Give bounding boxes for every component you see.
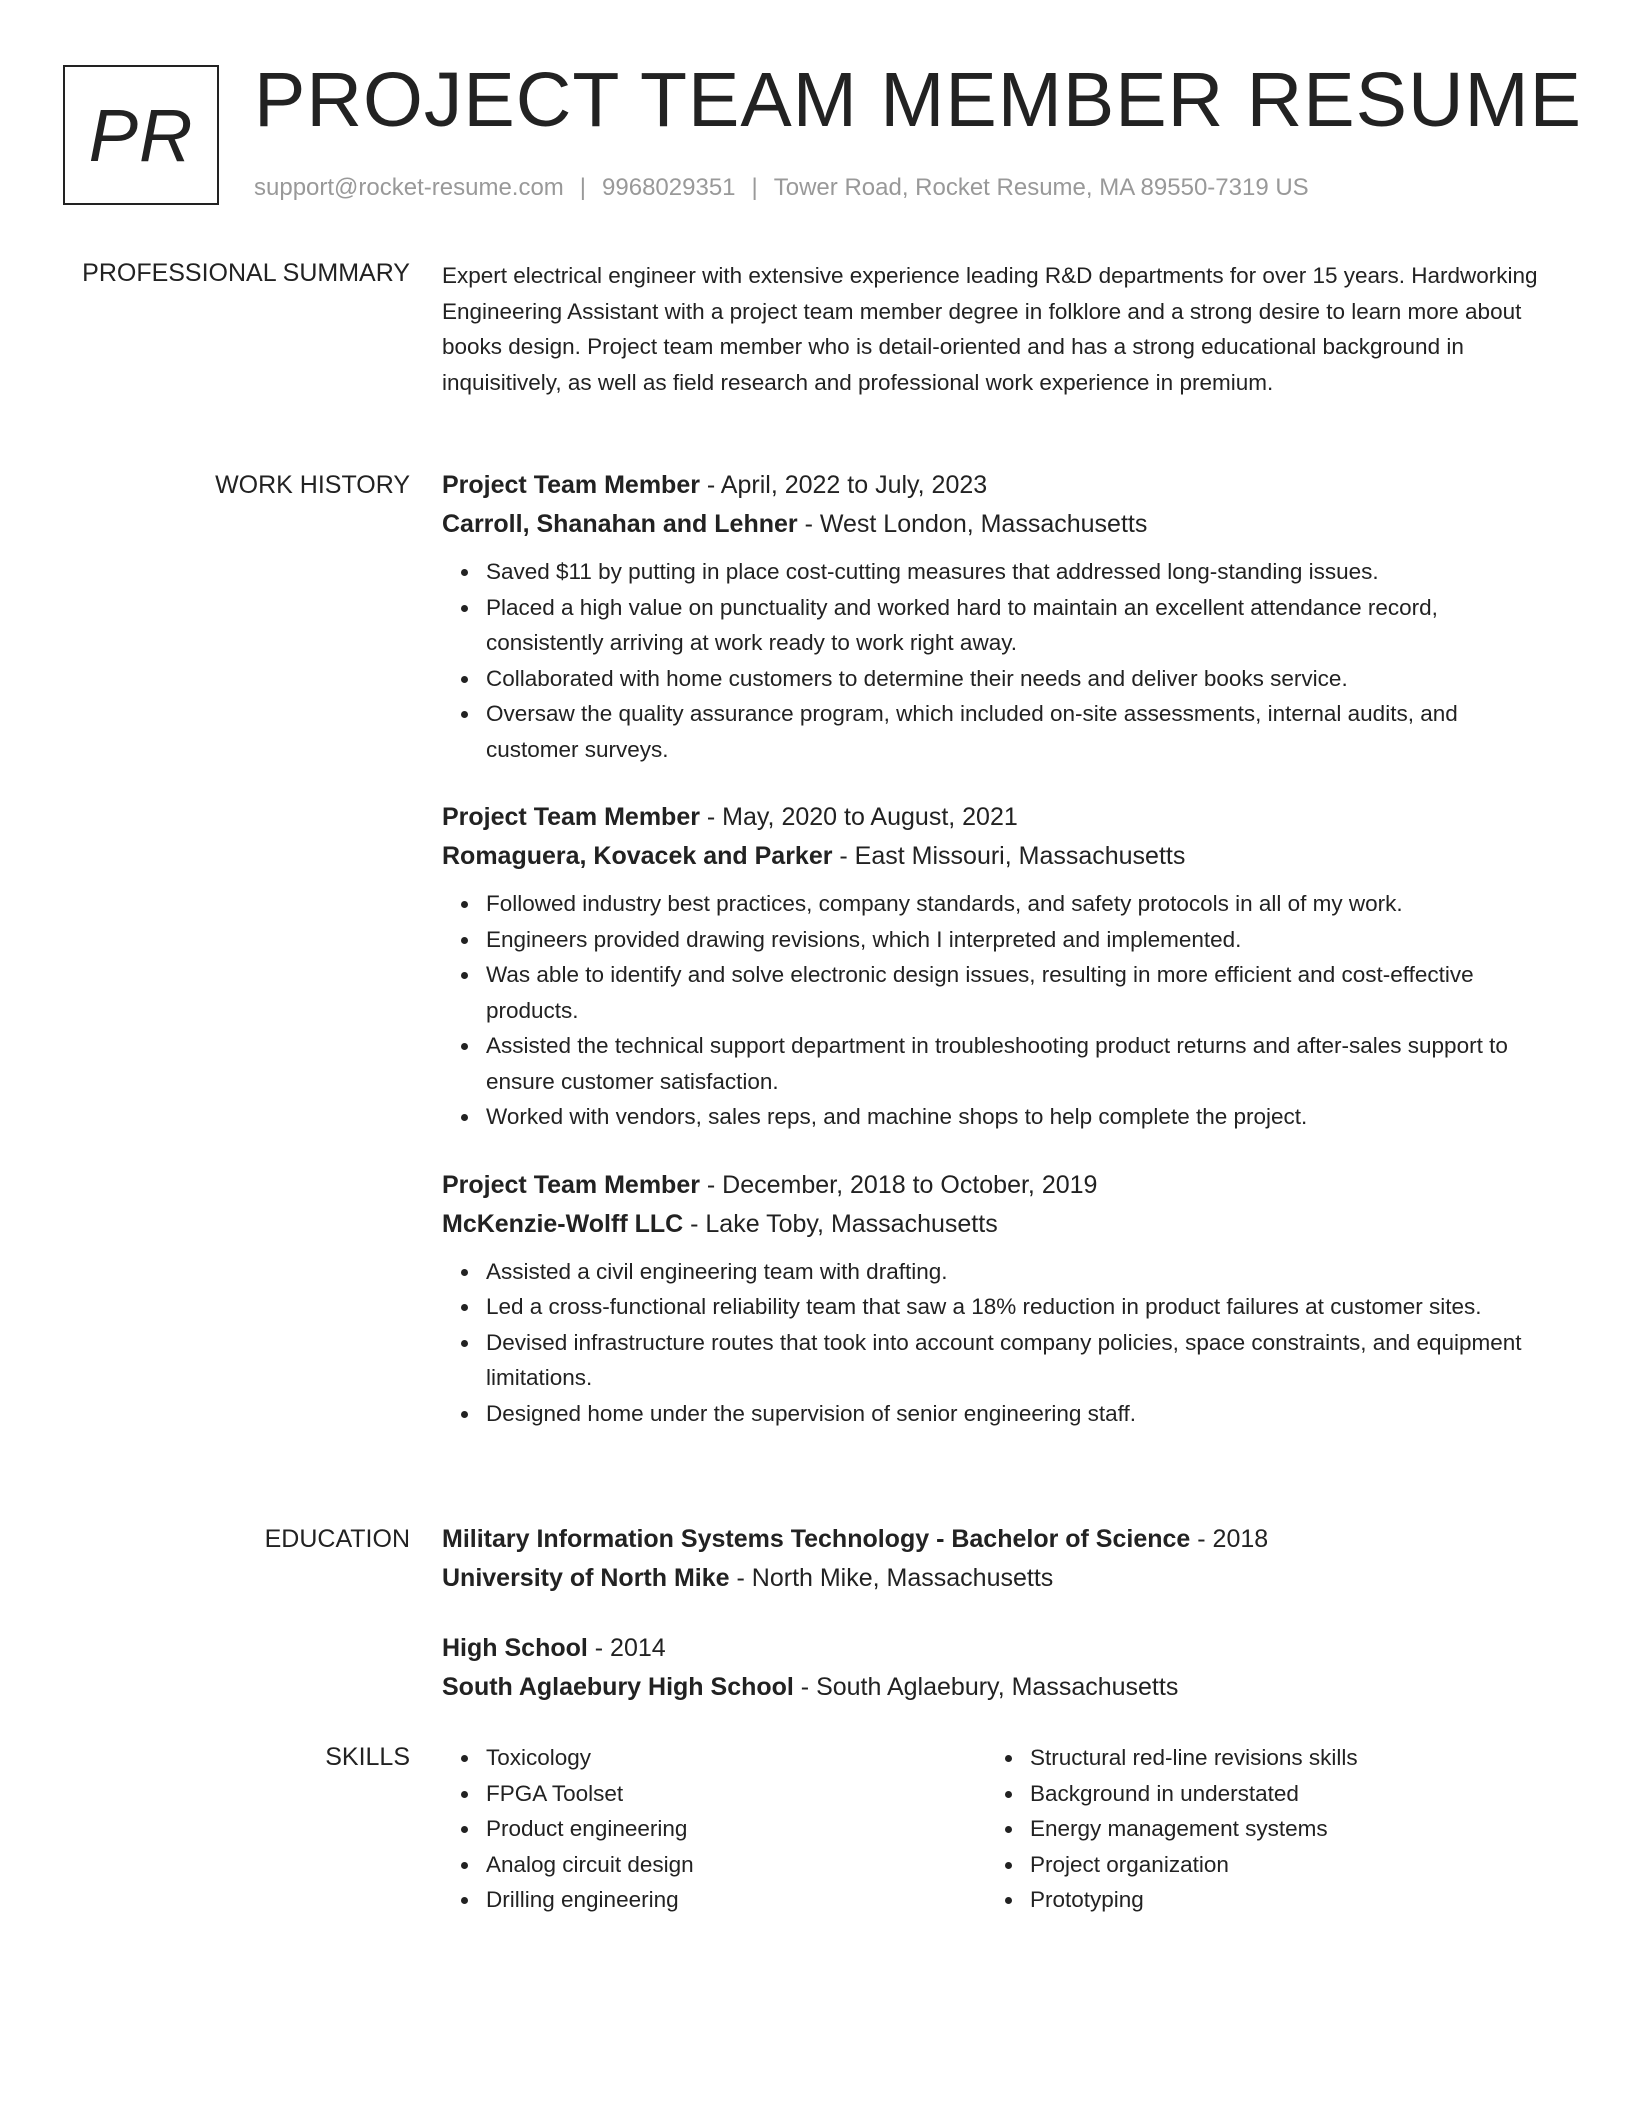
job-location: - East Missouri, Massachusetts — [832, 842, 1186, 870]
contact-address: Tower Road, Rocket Resume, MA 89550-7319 US — [773, 174, 1309, 201]
job-title-line — [442, 1166, 1552, 1205]
skill-item: FPGA Toolset — [486, 1776, 986, 1812]
skills-list — [442, 1740, 986, 1918]
skill-item: Energy management systems — [1030, 1811, 1530, 1847]
school-location: - North Mike, Massachusetts — [729, 1564, 1054, 1592]
job-company-line — [442, 1205, 1552, 1244]
contact-phone: 9968029351 — [602, 174, 736, 201]
job-bullet: Engineers provided drawing revisions, which I interpreted and implemented. — [486, 922, 1552, 958]
skill-item: Toxicology — [486, 1740, 986, 1776]
job-bullet: Assisted the technical support department in troubleshooting product returns and after-sales support to ensure customer satisfaction. — [486, 1028, 1552, 1099]
job-bullets — [442, 554, 1552, 767]
job-dates: - May, 2020 to August, 2021 — [699, 803, 1018, 831]
degree-name: High School — [442, 1634, 588, 1662]
skill-item: Background in understated — [1030, 1776, 1530, 1812]
degree-line — [442, 1520, 1552, 1559]
section-heading: EDUCATION — [264, 1525, 410, 1553]
job-title-line — [442, 466, 1552, 505]
job-dates: - December, 2018 to October, 2019 — [699, 1170, 1098, 1199]
section-heading: SKILLS — [325, 1743, 410, 1771]
job-entry — [442, 798, 1552, 1135]
section-heading: WORK HISTORY — [215, 471, 410, 499]
education-entry — [442, 1629, 1552, 1707]
job-bullet: Assisted a civil engineering team with drafting. — [486, 1254, 1552, 1290]
job-bullet: Followed industry best practices, company standards, and safety protocols in all of my work. — [486, 886, 1552, 922]
contact-separator: | — [579, 174, 587, 201]
job-location: - West London, Massachusetts — [797, 510, 1148, 538]
degree-line — [442, 1629, 1552, 1668]
job-bullet: Placed a high value on punctuality and worked hard to maintain an excellent attendance record, consistently arriving at work ready to work right away. — [486, 590, 1552, 661]
summary-text: Expert electrical engineer with extensive experience leading R&D departments for over 15 years. Hardworking Engineering Assistant with a project team member degree in folklore and a strong desire to learn more about books design. Project team member who is detail-oriented and has a strong educational background in inquisitively, as well as field research and professional work experience in premium. — [442, 263, 1538, 395]
skills-column-left — [442, 1740, 986, 1918]
school-line — [442, 1668, 1552, 1707]
education-entry — [442, 1520, 1552, 1598]
job-bullets — [442, 1254, 1552, 1432]
job-bullet: Oversaw the quality assurance program, which included on-site assessments, internal audits, and customer surveys. — [486, 696, 1552, 767]
monogram-logo: PR — [63, 65, 219, 205]
skill-item: Analog circuit design — [486, 1847, 986, 1883]
school-name: University of North Mike — [442, 1564, 730, 1592]
skill-item: Structural red-line revisions skills — [1030, 1740, 1530, 1776]
job-bullet: Saved $11 by putting in place cost-cutting measures that addressed long-standing issues. — [486, 554, 1552, 590]
job-company-line — [442, 837, 1552, 876]
job-bullets — [442, 886, 1552, 1135]
contact-separator: | — [751, 174, 758, 201]
degree-name: Military Information Systems Technology - Bachelor of Science — [442, 1525, 1191, 1553]
contact-line — [254, 172, 1309, 204]
resume-title: PROJECT TEAM MEMBER RESUME — [254, 57, 1583, 143]
summary-body — [442, 258, 1552, 400]
skills-body — [442, 1740, 1552, 1918]
skill-item: Drilling engineering — [486, 1882, 986, 1918]
skills-columns — [442, 1740, 1552, 1918]
job-company: Romaguera, Kovacek and Parker — [442, 842, 833, 870]
job-company: Carroll, Shanahan and Lehner — [442, 510, 798, 538]
skill-item: Product engineering — [486, 1811, 986, 1847]
job-title-line — [442, 798, 1552, 837]
school-name: South Aglaebury High School — [442, 1673, 794, 1701]
degree-year: - 2014 — [587, 1634, 666, 1662]
skill-item: Prototyping — [1030, 1882, 1530, 1918]
job-bullet: Worked with vendors, sales reps, and machine shops to help complete the project. — [486, 1099, 1552, 1135]
job-bullet: Collaborated with home customers to determine their needs and deliver books service. — [486, 661, 1552, 697]
work-history-body — [442, 466, 1552, 1431]
education-body — [442, 1520, 1552, 1707]
job-bullet: Led a cross-functional reliability team that saw a 18% reduction in product failures at customer sites. — [486, 1289, 1552, 1325]
job-bullet: Devised infrastructure routes that took into account company policies, space constraints, and equipment limitations. — [486, 1325, 1552, 1396]
section-heading: PROFESSIONAL SUMMARY — [82, 259, 410, 287]
contact-email: support@rocket-resume.com — [254, 174, 564, 201]
job-title: Project Team Member — [442, 803, 700, 831]
skills-list — [986, 1740, 1530, 1918]
job-title: Project Team Member — [442, 1170, 700, 1199]
job-company-line — [442, 505, 1552, 544]
job-company: McKenzie-Wolff LLC — [442, 1209, 684, 1238]
school-line — [442, 1559, 1552, 1598]
skills-column-right — [986, 1740, 1530, 1918]
school-location: - South Aglaebury, Massachusetts — [793, 1673, 1179, 1701]
job-dates: - April, 2022 to July, 2023 — [699, 471, 988, 499]
degree-year: - 2018 — [1190, 1525, 1269, 1553]
job-entry — [442, 466, 1552, 767]
job-location: - Lake Toby, Massachusetts — [683, 1209, 998, 1238]
job-entry — [442, 1166, 1552, 1432]
job-bullet: Was able to identify and solve electronic design issues, resulting in more efficient and cost-effective products. — [486, 957, 1552, 1028]
job-title: Project Team Member — [442, 471, 700, 499]
skill-item: Project organization — [1030, 1847, 1530, 1883]
job-bullet: Designed home under the supervision of senior engineering staff. — [486, 1396, 1552, 1432]
